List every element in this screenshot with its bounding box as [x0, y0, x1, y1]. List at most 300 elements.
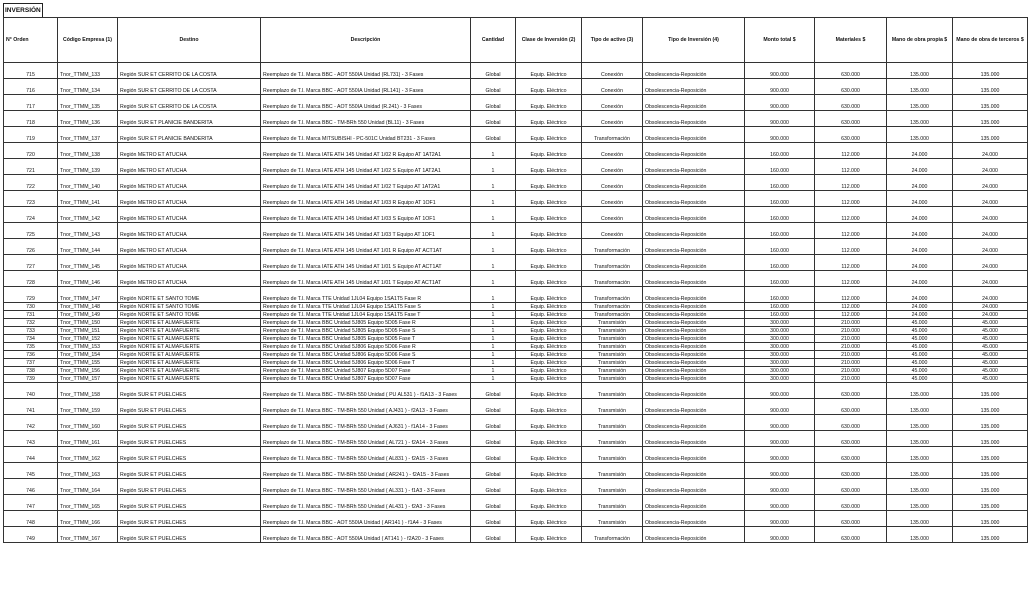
cell-total-amount: 900.000	[745, 495, 815, 511]
cell-investment-type: Obsolescencia-Reposición	[643, 343, 745, 351]
cell-total-amount: 900.000	[745, 415, 815, 431]
cell-class: Equip. Eléctrico	[516, 383, 582, 399]
cell-third-labor: 45.000	[953, 319, 1028, 327]
cell-code: Tnor_TTMM_139	[58, 159, 118, 175]
cell-code: Tnor_TTMM_144	[58, 239, 118, 255]
cell-materials: 630.000	[815, 495, 887, 511]
cell-materials: 112.000	[815, 303, 887, 311]
cell-third-labor: 45.000	[953, 359, 1028, 367]
cell-code: Tnor_TTMM_148	[58, 303, 118, 311]
header-own-labor: Mano de obra propia $	[887, 18, 953, 63]
cell-investment-type: Obsolescencia-Reposición	[643, 375, 745, 383]
cell-own-labor: 45.000	[887, 343, 953, 351]
cell-description: Reemplazo de T.I. Marca BBC Unidad 5J805 Equipo 5D05 Fase S	[261, 327, 471, 335]
table-row	[4, 311, 1028, 319]
table-row	[4, 287, 1028, 303]
cell-investment-type: Obsolescencia-Reposición	[643, 511, 745, 527]
cell-description: Reemplazo de T.I. Marca BBC - TM-BRh 550 Unidad ( PU AL531 ) - f1A13 - 3 Fases	[261, 383, 471, 399]
cell-description: Reemplazo de T.I. Marca BBC - AOT 550IA Unidad (RL141) - 3 Fases	[261, 79, 471, 95]
cell-materials: 112.000	[815, 191, 887, 207]
cell-order: 749	[4, 527, 58, 543]
cell-destination: Región METRO ET ATUCHA	[118, 255, 261, 271]
cell-order: 733	[4, 327, 58, 335]
table-row	[4, 239, 1028, 255]
cell-total-amount: 160.000	[745, 175, 815, 191]
header-asset-type: Tipo de activo (3)	[582, 18, 643, 63]
cell-quantity: 1	[471, 207, 516, 223]
cell-code: Tnor_TTMM_149	[58, 311, 118, 319]
cell-order: 745	[4, 463, 58, 479]
cell-description: Reemplazo de T.I. Marca BBC - TM-BRh 550 Unidad ( AL721 ) - f2A14 - 3 Fases	[261, 431, 471, 447]
cell-quantity: 1	[471, 311, 516, 319]
cell-materials: 112.000	[815, 207, 887, 223]
table-row	[4, 383, 1028, 399]
cell-class: Equip. Eléctrico	[516, 63, 582, 79]
cell-materials: 630.000	[815, 415, 887, 431]
cell-destination: Región METRO ET ATUCHA	[118, 175, 261, 191]
cell-total-amount: 900.000	[745, 447, 815, 463]
cell-asset-type: Conexión	[582, 111, 643, 127]
cell-materials: 210.000	[815, 367, 887, 375]
cell-code: Tnor_TTMM_153	[58, 343, 118, 351]
cell-materials: 112.000	[815, 223, 887, 239]
cell-destination: Región SUR ET PUELCHES	[118, 415, 261, 431]
cell-destination: Región NORTE ET ALMAFUERTE	[118, 343, 261, 351]
cell-quantity: 1	[471, 239, 516, 255]
cell-description: Reemplazo de T.I. Marca BBC - TM-BRh 550 Unidad ( AL831 ) - f2A15 - 3 Fases	[261, 447, 471, 463]
cell-description: Reemplazo de T.I. Marca MITSUBISHI - PC-501C Unidad BT231 - 3 Fases	[261, 127, 471, 143]
cell-quantity: 1	[471, 343, 516, 351]
table-row	[4, 79, 1028, 95]
cell-investment-type: Obsolescencia-Reposición	[643, 367, 745, 375]
cell-class: Equip. Eléctrico	[516, 415, 582, 431]
cell-quantity: Global	[471, 511, 516, 527]
cell-destination: Región SUR ET PUELCHES	[118, 495, 261, 511]
cell-code: Tnor_TTMM_167	[58, 527, 118, 543]
cell-quantity: 1	[471, 375, 516, 383]
cell-quantity: Global	[471, 95, 516, 111]
cell-class: Equip. Eléctrico	[516, 495, 582, 511]
cell-third-labor: 135.000	[953, 383, 1028, 399]
cell-order: 726	[4, 239, 58, 255]
cell-investment-type: Obsolescencia-Reposición	[643, 327, 745, 335]
investment-sheet	[3, 3, 1027, 593]
cell-destination: Región SUR ET PUELCHES	[118, 431, 261, 447]
table-row	[4, 335, 1028, 343]
cell-third-labor: 24.000	[953, 239, 1028, 255]
cell-code: Tnor_TTMM_145	[58, 255, 118, 271]
cell-total-amount: 160.000	[745, 255, 815, 271]
cell-order: 734	[4, 335, 58, 343]
cell-investment-type: Obsolescencia-Reposición	[643, 223, 745, 239]
cell-total-amount: 900.000	[745, 79, 815, 95]
cell-total-amount: 900.000	[745, 399, 815, 415]
cell-asset-type: Transmisión	[582, 359, 643, 367]
cell-third-labor: 135.000	[953, 447, 1028, 463]
cell-quantity: Global	[471, 479, 516, 495]
cell-order: 747	[4, 495, 58, 511]
cell-quantity: 1	[471, 223, 516, 239]
cell-description: Reemplazo de T.I. Marca IATE ATH 145 Unidad AT 1/02 R Equipo AT 1AT2A1	[261, 143, 471, 159]
cell-code: Tnor_TTMM_150	[58, 319, 118, 327]
cell-quantity: 1	[471, 367, 516, 375]
cell-asset-type: Conexión	[582, 63, 643, 79]
cell-own-labor: 135.000	[887, 415, 953, 431]
cell-own-labor: 24.000	[887, 287, 953, 303]
cell-third-labor: 45.000	[953, 351, 1028, 359]
cell-order: 740	[4, 383, 58, 399]
cell-investment-type: Obsolescencia-Reposición	[643, 527, 745, 543]
cell-description: Reemplazo de T.I. Marca BBC Unidad 5J805 Equipo 5D05 Fase T	[261, 335, 471, 343]
table-row	[4, 495, 1028, 511]
cell-quantity: Global	[471, 383, 516, 399]
cell-code: Tnor_TTMM_134	[58, 79, 118, 95]
cell-order: 725	[4, 223, 58, 239]
cell-order: 735	[4, 343, 58, 351]
cell-investment-type: Obsolescencia-Reposición	[643, 159, 745, 175]
cell-materials: 210.000	[815, 351, 887, 359]
cell-order: 742	[4, 415, 58, 431]
cell-total-amount: 300.000	[745, 359, 815, 367]
table-row	[4, 327, 1028, 335]
cell-asset-type: Conexión	[582, 223, 643, 239]
cell-third-labor: 135.000	[953, 399, 1028, 415]
cell-destination: Región SUR ET PUELCHES	[118, 479, 261, 495]
cell-order: 716	[4, 79, 58, 95]
cell-order: 738	[4, 367, 58, 375]
table-row	[4, 191, 1028, 207]
cell-investment-type: Obsolescencia-Reposición	[643, 383, 745, 399]
cell-destination: Región NORTE ET SANTO TOME	[118, 311, 261, 319]
cell-description: Reemplazo de T.I. Marca IATE ATH 145 Unidad AT 1/01 T Equipo AT ACT1AT	[261, 271, 471, 287]
cell-asset-type: Transmisión	[582, 383, 643, 399]
cell-description: Reemplazo de T.I. Marca IATE ATH 145 Unidad AT 1/02 S Equipo AT 1AT2A1	[261, 159, 471, 175]
cell-quantity: 1	[471, 327, 516, 335]
cell-order: 744	[4, 447, 58, 463]
cell-class: Equip. Eléctrico	[516, 207, 582, 223]
cell-code: Tnor_TTMM_162	[58, 447, 118, 463]
cell-quantity: Global	[471, 447, 516, 463]
table-row	[4, 63, 1028, 79]
cell-asset-type: Transmisión	[582, 375, 643, 383]
cell-asset-type: Transmisión	[582, 319, 643, 327]
cell-order: 717	[4, 95, 58, 111]
cell-order: 720	[4, 143, 58, 159]
table-row	[4, 511, 1028, 527]
cell-total-amount: 160.000	[745, 223, 815, 239]
cell-description: Reemplazo de T.I. Marca BBC - TM-BRh 550 Unidad ( AJ631 ) - f1A14 - 3 Fases	[261, 415, 471, 431]
cell-destination: Región METRO ET ATUCHA	[118, 271, 261, 287]
cell-quantity: 1	[471, 159, 516, 175]
cell-investment-type: Obsolescencia-Reposición	[643, 495, 745, 511]
cell-third-labor: 135.000	[953, 479, 1028, 495]
cell-class: Equip. Eléctrico	[516, 159, 582, 175]
cell-total-amount: 300.000	[745, 367, 815, 375]
cell-code: Tnor_TTMM_146	[58, 271, 118, 287]
cell-quantity: 1	[471, 143, 516, 159]
cell-materials: 112.000	[815, 311, 887, 319]
cell-destination: Región METRO ET ATUCHA	[118, 159, 261, 175]
cell-materials: 630.000	[815, 95, 887, 111]
cell-order: 718	[4, 111, 58, 127]
cell-code: Tnor_TTMM_142	[58, 207, 118, 223]
header-third-labor: Mano de obra de terceros $	[953, 18, 1028, 63]
cell-total-amount: 160.000	[745, 303, 815, 311]
cell-own-labor: 135.000	[887, 495, 953, 511]
cell-third-labor: 135.000	[953, 95, 1028, 111]
cell-order: 736	[4, 351, 58, 359]
cell-materials: 112.000	[815, 287, 887, 303]
cell-class: Equip. Eléctrico	[516, 271, 582, 287]
cell-own-labor: 135.000	[887, 511, 953, 527]
cell-asset-type: Conexión	[582, 95, 643, 111]
cell-class: Equip. Eléctrico	[516, 359, 582, 367]
cell-code: Tnor_TTMM_154	[58, 351, 118, 359]
cell-class: Equip. Eléctrico	[516, 287, 582, 303]
cell-own-labor: 24.000	[887, 255, 953, 271]
cell-materials: 630.000	[815, 463, 887, 479]
header-total-amount: Monto total $	[745, 18, 815, 63]
cell-destination: Región NORTE ET ALMAFUERTE	[118, 327, 261, 335]
cell-total-amount: 900.000	[745, 383, 815, 399]
cell-total-amount: 900.000	[745, 63, 815, 79]
cell-materials: 630.000	[815, 447, 887, 463]
cell-third-labor: 135.000	[953, 463, 1028, 479]
cell-asset-type: Transmisión	[582, 495, 643, 511]
cell-quantity: Global	[471, 111, 516, 127]
cell-third-labor: 45.000	[953, 375, 1028, 383]
cell-third-labor: 24.000	[953, 303, 1028, 311]
cell-order: 727	[4, 255, 58, 271]
cell-destination: Región SUR ET CERRITO DE LA COSTA	[118, 79, 261, 95]
cell-quantity: 1	[471, 175, 516, 191]
cell-materials: 210.000	[815, 375, 887, 383]
cell-destination: Región METRO ET ATUCHA	[118, 239, 261, 255]
cell-third-labor: 24.000	[953, 143, 1028, 159]
cell-third-labor: 135.000	[953, 63, 1028, 79]
table-row	[4, 527, 1028, 543]
cell-materials: 630.000	[815, 431, 887, 447]
cell-description: Reemplazo de T.I. Marca IATE ATH 145 Unidad AT 1/03 T Equipo AT 1OF1	[261, 223, 471, 239]
cell-total-amount: 900.000	[745, 431, 815, 447]
table-header	[4, 18, 1028, 63]
cell-destination: Región NORTE ET SANTO TOME	[118, 303, 261, 311]
table-row	[4, 111, 1028, 127]
cell-total-amount: 300.000	[745, 375, 815, 383]
cell-class: Equip. Eléctrico	[516, 311, 582, 319]
cell-description: Reemplazo de T.I. Marca IATE ATH 145 Unidad AT 1/03 R Equipo AT 1OF1	[261, 191, 471, 207]
cell-investment-type: Obsolescencia-Reposición	[643, 95, 745, 111]
cell-total-amount: 300.000	[745, 319, 815, 327]
cell-quantity: 1	[471, 271, 516, 287]
cell-quantity: Global	[471, 399, 516, 415]
cell-own-labor: 135.000	[887, 527, 953, 543]
cell-description: Reemplazo de T.I. Marca BBC - AOT 550IA Unidad ( AR141 ) - f1A4 - 3 Fases	[261, 511, 471, 527]
cell-asset-type: Conexión	[582, 175, 643, 191]
cell-destination: Región NORTE ET ALMAFUERTE	[118, 375, 261, 383]
cell-asset-type: Conexión	[582, 207, 643, 223]
cell-total-amount: 160.000	[745, 143, 815, 159]
cell-total-amount: 900.000	[745, 111, 815, 127]
table-row	[4, 431, 1028, 447]
cell-quantity: 1	[471, 287, 516, 303]
cell-own-labor: 135.000	[887, 95, 953, 111]
cell-materials: 210.000	[815, 335, 887, 343]
cell-investment-type: Obsolescencia-Reposición	[643, 447, 745, 463]
cell-class: Equip. Eléctrico	[516, 79, 582, 95]
cell-description: Reemplazo de T.I. Marca IATE ATH 145 Unidad AT 1/03 S Equipo AT 1OF1	[261, 207, 471, 223]
cell-class: Equip. Eléctrico	[516, 479, 582, 495]
cell-third-labor: 135.000	[953, 431, 1028, 447]
cell-investment-type: Obsolescencia-Reposición	[643, 207, 745, 223]
cell-materials: 630.000	[815, 79, 887, 95]
cell-asset-type: Conexión	[582, 79, 643, 95]
cell-code: Tnor_TTMM_163	[58, 463, 118, 479]
cell-code: Tnor_TTMM_152	[58, 335, 118, 343]
cell-quantity: Global	[471, 463, 516, 479]
cell-own-labor: 24.000	[887, 191, 953, 207]
cell-investment-type: Obsolescencia-Reposición	[643, 351, 745, 359]
cell-third-labor: 24.000	[953, 287, 1028, 303]
cell-own-labor: 45.000	[887, 351, 953, 359]
table-row	[4, 223, 1028, 239]
header-order: N° Orden	[4, 18, 58, 63]
table-body	[4, 63, 1028, 543]
cell-order: 743	[4, 431, 58, 447]
cell-quantity: 1	[471, 335, 516, 343]
table-row	[4, 319, 1028, 327]
cell-code: Tnor_TTMM_143	[58, 223, 118, 239]
cell-investment-type: Obsolescencia-Reposición	[643, 415, 745, 431]
cell-materials: 112.000	[815, 239, 887, 255]
cell-order: 723	[4, 191, 58, 207]
cell-description: Reemplazo de T.I. Marca BBC Unidad 5J806 Equipo 5D06 Fase R	[261, 343, 471, 351]
cell-destination: Región METRO ET ATUCHA	[118, 191, 261, 207]
cell-order: 737	[4, 359, 58, 367]
cell-third-labor: 135.000	[953, 111, 1028, 127]
cell-description: Reemplazo de T.I. Marca BBC - AOT 550IA Unidad ( AT141 ) - f2A20 - 3 Fases	[261, 527, 471, 543]
cell-investment-type: Obsolescencia-Reposición	[643, 359, 745, 367]
cell-quantity: 1	[471, 191, 516, 207]
cell-description: Reemplazo de T.I. Marca TTE Unidad 1JL04 Equipo 1SA1T5 Fase S	[261, 303, 471, 311]
cell-own-labor: 24.000	[887, 175, 953, 191]
cell-own-labor: 24.000	[887, 223, 953, 239]
cell-investment-type: Obsolescencia-Reposición	[643, 311, 745, 319]
cell-description: Reemplazo de T.I. Marca IATE ATH 145 Unidad AT 1/01 S Equipo AT ACT1AT	[261, 255, 471, 271]
cell-code: Tnor_TTMM_160	[58, 415, 118, 431]
cell-quantity: Global	[471, 431, 516, 447]
cell-quantity: 1	[471, 255, 516, 271]
cell-order: 729	[4, 287, 58, 303]
cell-own-labor: 24.000	[887, 159, 953, 175]
cell-quantity: Global	[471, 79, 516, 95]
cell-class: Equip. Eléctrico	[516, 127, 582, 143]
cell-total-amount: 160.000	[745, 207, 815, 223]
section-label: INVERSIÓN	[3, 3, 43, 17]
cell-asset-type: Transformación	[582, 127, 643, 143]
cell-class: Equip. Eléctrico	[516, 327, 582, 335]
cell-materials: 112.000	[815, 255, 887, 271]
cell-asset-type: Transmisión	[582, 351, 643, 359]
header-code: Código Empresa (1)	[58, 18, 118, 63]
cell-own-labor: 45.000	[887, 319, 953, 327]
cell-description: Reemplazo de T.I. Marca BBC - TM-BRh 550 Unidad ( AR241 ) - f2A15 - 3 Fases	[261, 463, 471, 479]
cell-destination: Región SUR ET PUELCHES	[118, 383, 261, 399]
cell-class: Equip. Eléctrico	[516, 111, 582, 127]
cell-quantity: 1	[471, 303, 516, 311]
cell-order: 731	[4, 311, 58, 319]
cell-code: Tnor_TTMM_157	[58, 375, 118, 383]
cell-total-amount: 900.000	[745, 463, 815, 479]
cell-asset-type: Transmisión	[582, 431, 643, 447]
cell-investment-type: Obsolescencia-Reposición	[643, 143, 745, 159]
cell-order: 728	[4, 271, 58, 287]
cell-class: Equip. Eléctrico	[516, 255, 582, 271]
cell-description: Reemplazo de T.I. Marca IATE ATH 145 Unidad AT 1/01 R Equipo AT ACT1AT	[261, 239, 471, 255]
cell-own-labor: 135.000	[887, 79, 953, 95]
cell-own-labor: 45.000	[887, 367, 953, 375]
header-destination: Destino	[118, 18, 261, 63]
cell-third-labor: 135.000	[953, 527, 1028, 543]
table-row	[4, 375, 1028, 383]
table-row	[4, 463, 1028, 479]
cell-quantity: 1	[471, 359, 516, 367]
table-row	[4, 399, 1028, 415]
cell-quantity: Global	[471, 495, 516, 511]
cell-third-labor: 24.000	[953, 159, 1028, 175]
cell-asset-type: Transmisión	[582, 335, 643, 343]
cell-destination: Región NORTE ET ALMAFUERTE	[118, 351, 261, 359]
cell-code: Tnor_TTMM_138	[58, 143, 118, 159]
cell-asset-type: Transformación	[582, 311, 643, 319]
cell-materials: 112.000	[815, 143, 887, 159]
cell-quantity: Global	[471, 127, 516, 143]
cell-asset-type: Transmisión	[582, 327, 643, 335]
cell-description: Reemplazo de T.I. Marca BBC Unidad 5J805 Equipo 5D05 Fase R	[261, 319, 471, 327]
cell-class: Equip. Eléctrico	[516, 367, 582, 375]
table-row	[4, 159, 1028, 175]
cell-description: Reemplazo de T.I. Marca TTE Unidad 1JL04 Equipo 1SA1T5 Fase R	[261, 287, 471, 303]
cell-destination: Región SUR ET PUELCHES	[118, 511, 261, 527]
cell-own-labor: 135.000	[887, 399, 953, 415]
cell-materials: 210.000	[815, 319, 887, 327]
cell-code: Tnor_TTMM_151	[58, 327, 118, 335]
cell-third-labor: 135.000	[953, 415, 1028, 431]
cell-investment-type: Obsolescencia-Reposición	[643, 303, 745, 311]
cell-third-labor: 24.000	[953, 311, 1028, 319]
cell-order: 721	[4, 159, 58, 175]
cell-destination: Región SUR ET PUELCHES	[118, 527, 261, 543]
cell-destination: Región NORTE ET ALMAFUERTE	[118, 359, 261, 367]
cell-third-labor: 24.000	[953, 271, 1028, 287]
cell-materials: 112.000	[815, 159, 887, 175]
cell-third-labor: 24.000	[953, 175, 1028, 191]
header-materials: Materiales $	[815, 18, 887, 63]
cell-materials: 630.000	[815, 511, 887, 527]
cell-asset-type: Transmisión	[582, 399, 643, 415]
cell-class: Equip. Eléctrico	[516, 431, 582, 447]
cell-total-amount: 160.000	[745, 311, 815, 319]
cell-total-amount: 160.000	[745, 191, 815, 207]
cell-own-labor: 135.000	[887, 383, 953, 399]
cell-own-labor: 135.000	[887, 127, 953, 143]
cell-description: Reemplazo de T.I. Marca BBC - TM-BRh 550 Unidad (BL11) - 3 Fases	[261, 111, 471, 127]
cell-materials: 630.000	[815, 383, 887, 399]
table-row	[4, 343, 1028, 351]
cell-order: 715	[4, 63, 58, 79]
cell-investment-type: Obsolescencia-Reposición	[643, 431, 745, 447]
cell-destination: Región SUR ET CERRITO DE LA COSTA	[118, 95, 261, 111]
